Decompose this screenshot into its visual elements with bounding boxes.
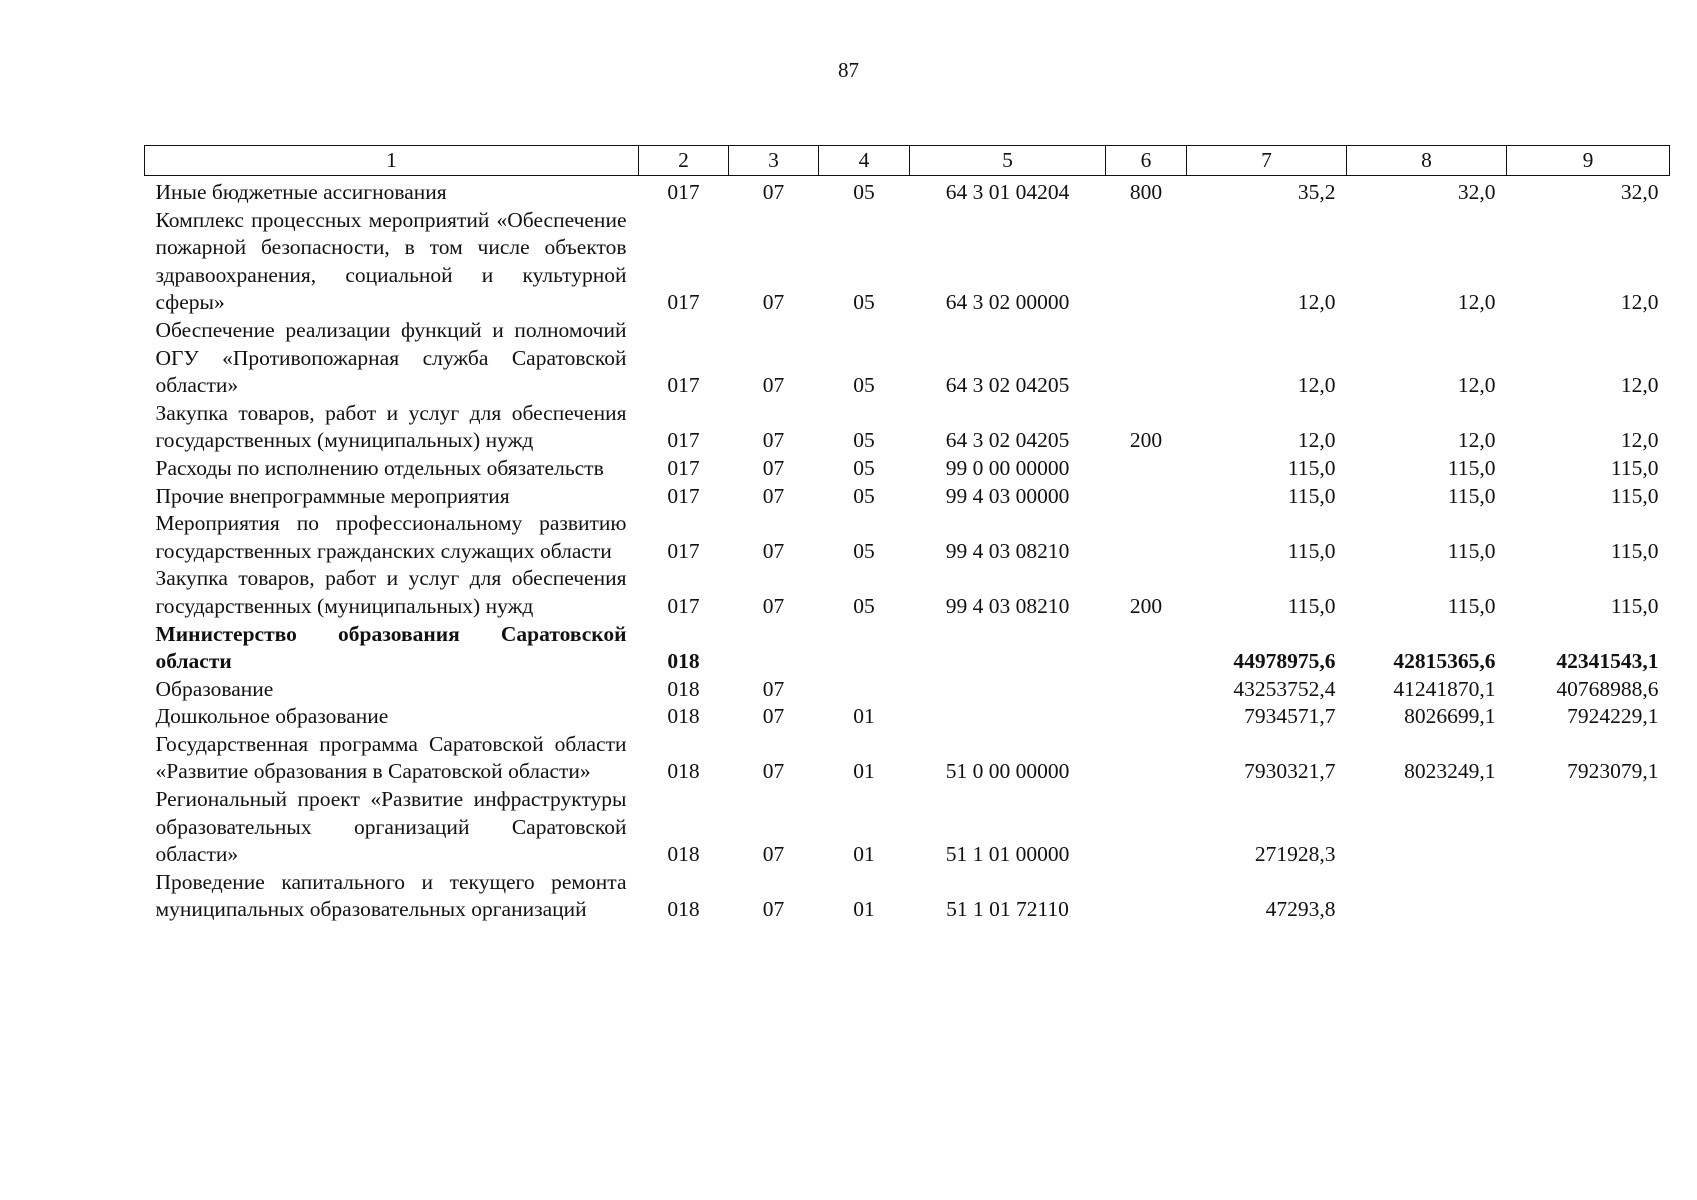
row-value-col9: 32,0	[1620, 180, 1659, 204]
table-body	[145, 176, 1670, 925]
row-subsection: 01	[853, 842, 875, 867]
row-value-col8: 12,0	[1457, 373, 1496, 398]
row-value-col8: 42815365,6	[1393, 649, 1496, 674]
row-target-code: 64 3 02 00000	[945, 290, 1070, 315]
row-subsection: 05	[853, 455, 875, 480]
row-expense-kind	[1106, 703, 1187, 731]
row-value-col8: 41241870,1	[1393, 676, 1496, 701]
row-value-col7: 7934571,7	[1244, 704, 1336, 729]
row-subsection: 01	[853, 704, 875, 729]
row-ministry-code: 018	[667, 704, 700, 729]
row-expense-kind	[1106, 676, 1187, 704]
header-col-2: 2	[639, 146, 729, 176]
row-expense-kind	[1106, 510, 1187, 565]
row-value-col9: 12,0	[1620, 290, 1659, 315]
table-row	[145, 731, 1670, 786]
header-col-1: 1	[145, 146, 639, 176]
row-section: 07	[762, 676, 785, 701]
row-name: Расходы по исполнению отдельных обязательств	[155, 455, 604, 480]
row-target-code: 51 1 01 00000	[945, 842, 1070, 867]
row-value-col9	[1507, 869, 1670, 924]
row-value-col7: 115,0	[1287, 538, 1336, 563]
row-target-code: 51 0 00 00000	[945, 759, 1070, 784]
row-expense-kind	[1106, 786, 1187, 869]
row-value-col8	[1347, 869, 1507, 924]
row-subsection: 01	[853, 897, 875, 922]
row-ministry-code: 017	[667, 180, 700, 204]
row-ministry-code: 017	[667, 428, 700, 453]
budget-table	[144, 145, 1670, 924]
header-col-9: 9	[1507, 146, 1670, 176]
row-value-col7: 115,0	[1287, 593, 1336, 618]
table-row	[145, 317, 1670, 400]
row-value-col9: 115,0	[1610, 593, 1659, 618]
row-value-col7: 47293,8	[1265, 897, 1336, 922]
row-ministry-code: 017	[667, 290, 700, 315]
row-value-col7: 35,2	[1297, 180, 1336, 204]
header-col-4: 4	[819, 146, 910, 176]
row-target-code	[910, 621, 1106, 676]
row-section: 07	[762, 538, 785, 563]
row-value-col8: 8026699,1	[1404, 704, 1496, 729]
row-section: 07	[762, 428, 785, 453]
row-value-col9	[1507, 786, 1670, 869]
row-expense-kind	[1106, 207, 1187, 317]
row-ministry-code: 017	[667, 593, 700, 618]
row-expense-kind: 200	[1129, 428, 1163, 453]
row-value-col9: 115,0	[1610, 538, 1659, 563]
row-value-col8: 115,0	[1447, 483, 1496, 508]
row-value-col7: 12,0	[1297, 428, 1336, 453]
row-section: 07	[762, 704, 785, 729]
row-expense-kind	[1106, 455, 1187, 483]
row-target-code	[910, 676, 1106, 704]
row-subsection: 01	[853, 759, 875, 784]
table-row	[145, 786, 1670, 869]
row-target-code: 99 4 03 08210	[945, 538, 1070, 563]
row-value-col7: 12,0	[1297, 373, 1336, 398]
row-value-col8: 8023249,1	[1404, 759, 1496, 784]
table-row	[145, 400, 1670, 455]
row-ministry-code: 018	[667, 759, 700, 784]
table-row	[145, 565, 1670, 620]
row-name: Закупка товаров, работ и услуг для обеспечения государственных (муниципальных) нужд	[155, 566, 627, 618]
header-col-7: 7	[1187, 146, 1347, 176]
row-name: Региональный проект «Развитие инфраструктуры образовательных организаций Саратовской области»	[155, 787, 627, 867]
row-value-col7: 115,0	[1287, 455, 1336, 480]
row-name: Комплекс процессных мероприятий «Обеспечение пожарной безопасности, в том числе объектов здравоохранения, социальной и культурной сферы»	[155, 207, 627, 315]
row-name: Проведение капитального и текущего ремонта муниципальных образовательных организаций	[155, 869, 627, 922]
row-expense-kind: 200	[1129, 593, 1163, 618]
row-ministry-code: 018	[667, 897, 700, 922]
row-value-col9: 115,0	[1610, 483, 1659, 508]
row-value-col9: 12,0	[1620, 373, 1659, 398]
table-row	[145, 869, 1670, 924]
table-row	[145, 703, 1670, 731]
row-name: Прочие внепрограммные мероприятия	[155, 483, 510, 508]
table-row	[145, 483, 1670, 511]
row-target-code: 99 4 03 00000	[945, 483, 1070, 508]
row-target-code: 64 3 02 04205	[945, 428, 1070, 453]
row-value-col8: 115,0	[1447, 455, 1496, 480]
header-row	[145, 146, 1670, 176]
row-name: Мероприятия по профессиональному развитию государственных гражданских служащих области	[155, 511, 627, 563]
row-value-col9: 42341543,1	[1556, 649, 1659, 674]
row-section: 07	[762, 897, 785, 922]
row-value-col8: 12,0	[1457, 290, 1496, 315]
page-number: 87	[838, 58, 859, 82]
row-subsection	[819, 676, 910, 704]
row-value-col8: 32,0	[1457, 180, 1496, 204]
row-subsection	[819, 621, 910, 676]
row-section: 07	[762, 180, 785, 204]
row-value-col7: 43253752,4	[1233, 676, 1336, 701]
row-target-code: 64 3 02 04205	[945, 373, 1070, 398]
row-name: Министерство образования Саратовской области	[155, 621, 627, 674]
row-section: 07	[762, 483, 785, 508]
table-row	[145, 455, 1670, 483]
row-ministry-code: 017	[667, 538, 700, 563]
row-value-col7: 7930321,7	[1244, 759, 1336, 784]
row-target-code: 99 4 03 08210	[945, 593, 1070, 618]
row-value-col8: 12,0	[1457, 428, 1496, 453]
row-target-code: 64 3 01 04204	[945, 180, 1070, 204]
row-expense-kind	[1106, 869, 1187, 924]
table-row	[145, 510, 1670, 565]
row-name: Дошкольное образование	[155, 704, 389, 729]
row-name: Закупка товаров, работ и услуг для обеспечения государственных (муниципальных) нужд	[155, 400, 627, 453]
row-name: Иные бюджетные ассигнования	[155, 180, 447, 204]
table-row-ministry-total	[145, 621, 1670, 676]
row-value-col9: 7924229,1	[1567, 704, 1659, 729]
row-section: 07	[762, 290, 785, 315]
row-name: Государственная программа Саратовской области «Развитие образования в Саратовской области»	[155, 731, 627, 784]
header-col-6: 6	[1106, 146, 1187, 176]
row-subsection: 05	[853, 483, 875, 508]
table-row	[145, 207, 1670, 317]
row-value-col9: 12,0	[1620, 428, 1659, 453]
row-section: 07	[762, 373, 785, 398]
row-subsection: 05	[853, 373, 875, 398]
row-ministry-code: 017	[667, 373, 700, 398]
row-subsection: 05	[853, 593, 875, 618]
row-section: 07	[762, 593, 785, 618]
row-value-col9: 115,0	[1610, 455, 1659, 480]
row-ministry-code: 017	[667, 483, 700, 508]
row-expense-kind	[1106, 621, 1187, 676]
row-value-col8	[1347, 786, 1507, 869]
header-col-8: 8	[1347, 146, 1507, 176]
row-section: 07	[762, 455, 785, 480]
row-value-col7: 271928,3	[1254, 842, 1336, 867]
row-value-col8: 115,0	[1447, 538, 1496, 563]
row-value-col9: 40768988,6	[1556, 676, 1659, 701]
row-value-col7: 115,0	[1287, 483, 1336, 508]
row-name: Обеспечение реализации функций и полномочий ОГУ «Противопожарная служба Саратовской области»	[155, 317, 627, 398]
row-expense-kind	[1106, 317, 1187, 400]
table-row	[145, 676, 1670, 704]
row-value-col7: 12,0	[1297, 290, 1336, 315]
row-value-col7: 44978975,6	[1233, 649, 1336, 674]
row-subsection: 05	[853, 538, 875, 563]
header-col-5: 5	[910, 146, 1106, 176]
row-value-col8: 115,0	[1447, 593, 1496, 618]
header-col-3: 3	[729, 146, 819, 176]
row-expense-kind	[1106, 731, 1187, 786]
row-ministry-code: 017	[667, 455, 700, 480]
row-section: 07	[762, 759, 785, 784]
row-ministry-code: 018	[667, 842, 700, 867]
row-value-col9: 7923079,1	[1567, 759, 1659, 784]
row-section: 07	[762, 842, 785, 867]
row-ministry-code: 018	[667, 676, 700, 701]
row-ministry-code: 018	[667, 649, 700, 674]
row-name: Образование	[155, 676, 274, 701]
row-expense-kind	[1106, 483, 1187, 511]
row-target-code: 51 1 01 72110	[946, 897, 1069, 922]
table-row	[145, 176, 1670, 207]
row-subsection: 05	[853, 290, 875, 315]
row-subsection: 05	[853, 428, 875, 453]
row-expense-kind: 800	[1129, 180, 1163, 204]
row-target-code: 99 0 00 00000	[945, 455, 1070, 480]
row-subsection: 05	[853, 180, 875, 204]
row-target-code	[910, 703, 1106, 731]
row-section	[729, 621, 819, 676]
